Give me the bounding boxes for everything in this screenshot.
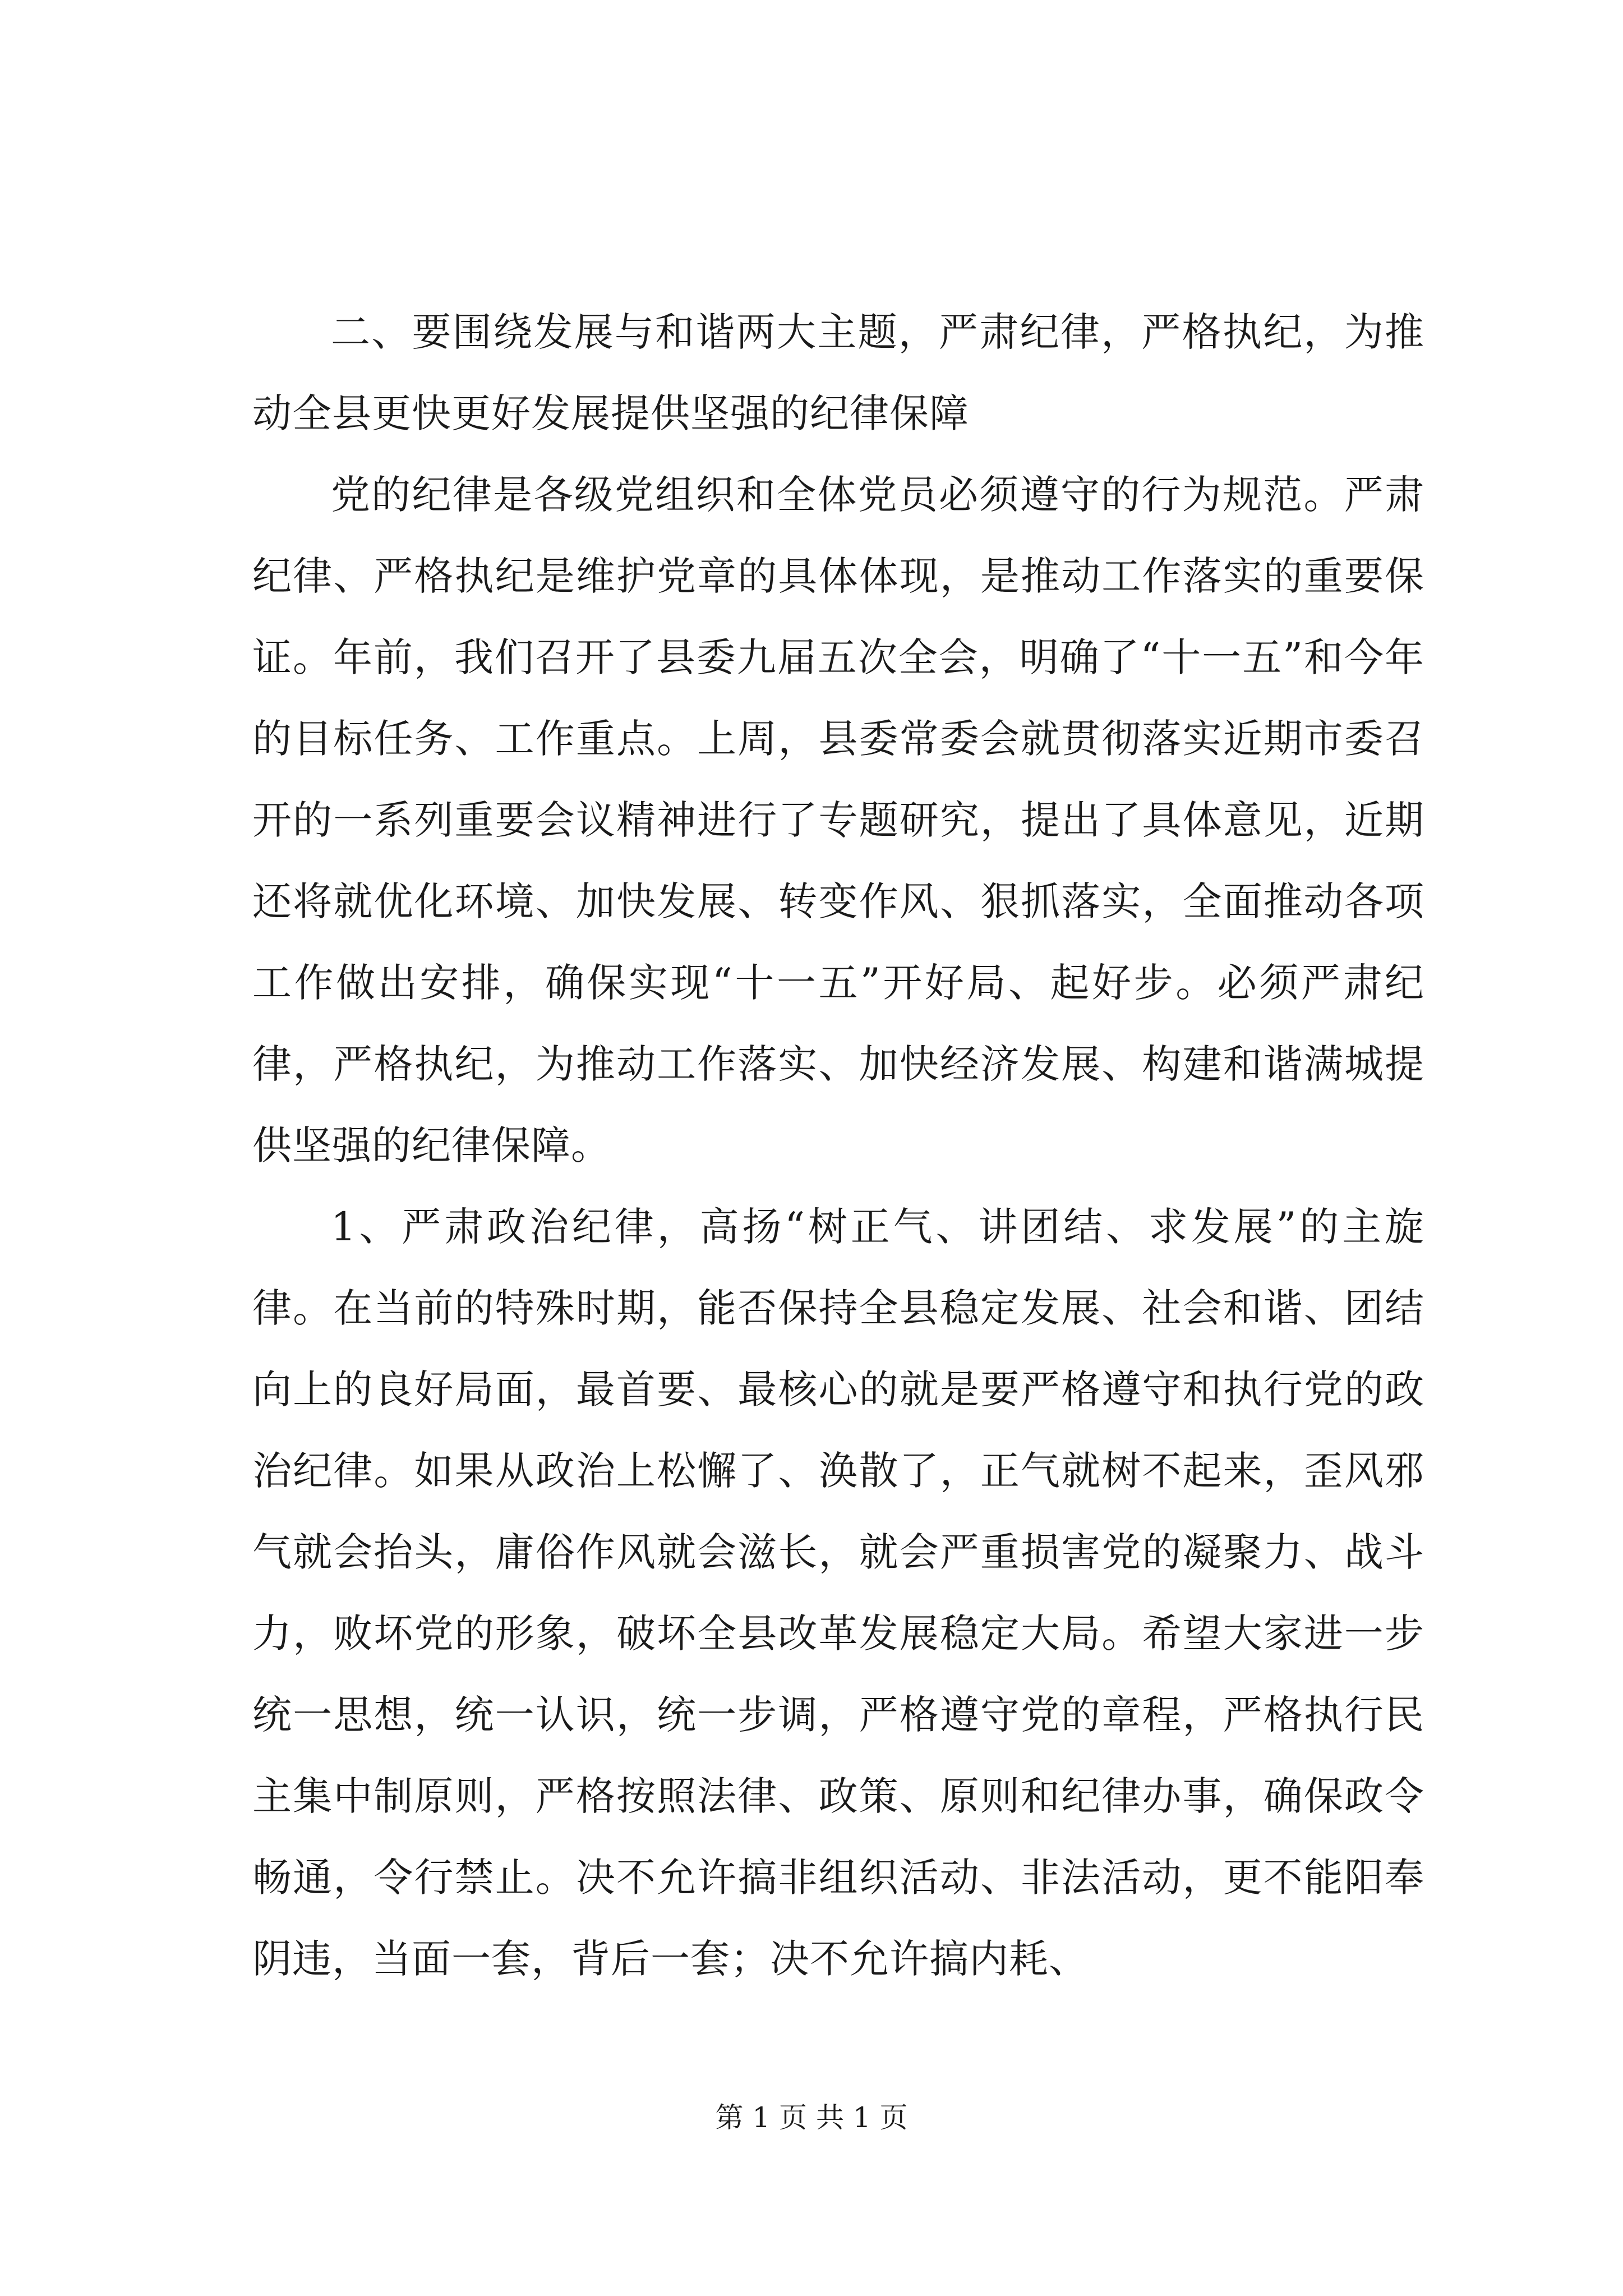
section-heading-paragraph: 二、要围绕发展与和谐两大主题，严肃纪律，严格执纪，为推动全县更快更好发展提供坚强的纪律保障	[252, 309, 1424, 436]
body-paragraph: 党的纪律是各级党组织和全体党员必须遵守的行为规范。严肃纪律、严格执纪是维护党章的具体体现，是推动工作落实的重要保证。年前，我们召开了县委九届五次全会，明确了“十一五”和今年的目标任务、工作重点。上周，县委常委会就贯彻落实近期市委召开的一系列重要会议精神进行了专题研究，提出了具体意见，近期还将就优化环境、加快发展、转变作风、狠抓落实，全面推动各项工作做出安排，确保实现“十一五”开好局、起好步。必须严肃纪律，严格执纪，为推动工作落实、加快经济发展、构建和谐满城提供坚强的纪律保障。	[252, 472, 1424, 1168]
body-paragraph: 1、严肃政治纪律，高扬“树正气、讲团结、求发展”的主旋律。在当前的特殊时期，能否保持全县稳定发展、社会和谐、团结向上的良好局面，最首要、最核心的就是要严格遵守和执行党的政治纪律。如果从政治上松懈了、涣散了，正气就树不起来，歪风邪气就会抬头，庸俗作风就会滋长，就会严重损害党的凝聚力、战斗力，败坏党的形象，破坏全县改革发展稳定大局。希望大家进一步统一思想，统一认识，统一步调，严格遵守党的章程，严格执行民主集中制原则，严格按照法律、政策、原则和纪律办事，确保政令畅通，令行禁止。决不允许搞非组织活动、非法活动，更不能阳奉阴违，当面一套，背后一套；决不允许搞内耗、	[252, 1204, 1424, 1982]
page-number-footer: 第 1 页 共 1 页	[715, 2101, 908, 2134]
document-body	[252, 292, 1424, 2000]
